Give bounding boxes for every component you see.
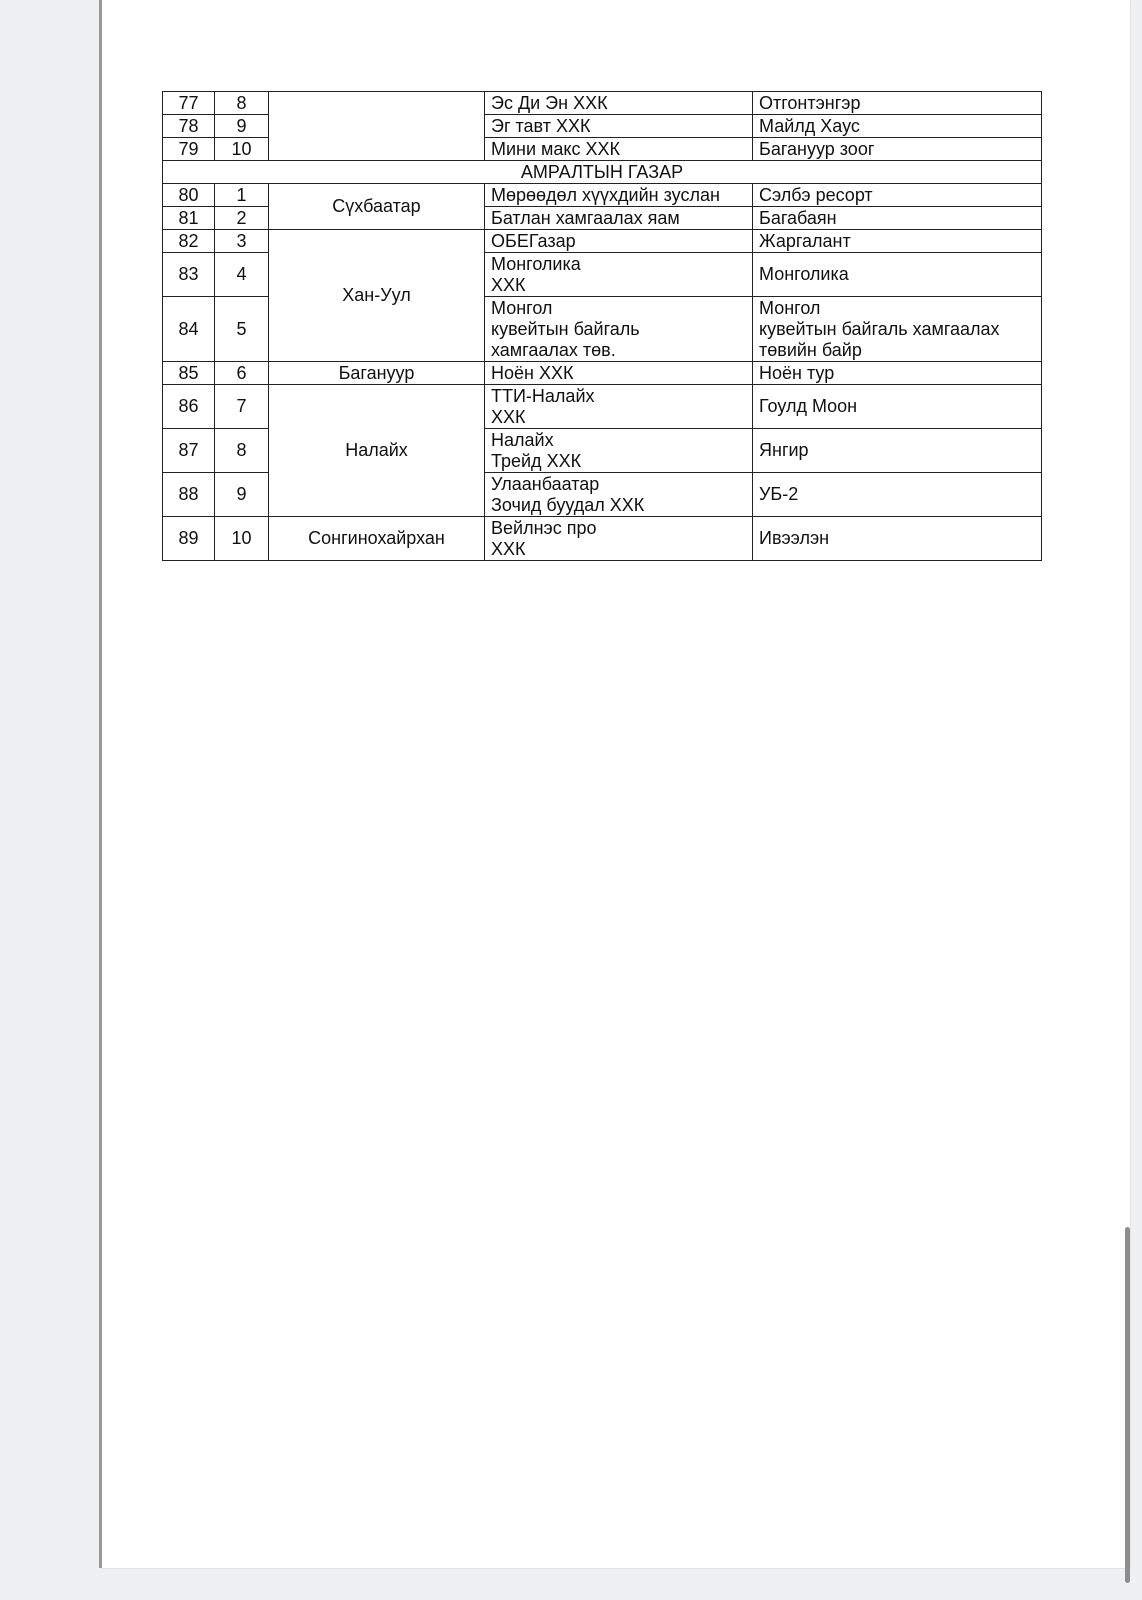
venue-cell: Багабаян [753,207,1042,230]
organization-line: ХХК [491,274,526,295]
venue-cell: Ноён тур [753,362,1042,385]
venue-line: кувейтын байгаль хамгаалах [759,318,1000,339]
district-cell-empty [269,92,485,161]
sub-number: 10 [215,138,269,161]
sub-number: 8 [215,429,269,473]
row-number: 78 [163,115,215,138]
venue-cell: Ивээлэн [753,517,1042,561]
venue-cell: Гоулд Моон [753,385,1042,429]
organization-line: Монголика [491,253,581,274]
row-number: 87 [163,429,215,473]
organization-line: ХХК [491,406,526,427]
sub-number: 8 [215,92,269,115]
sub-number: 1 [215,184,269,207]
organization-line: Трейд ХХК [491,450,582,471]
section-title: АМРАЛТЫН ГАЗАР [163,161,1042,184]
row-number: 84 [163,297,215,362]
organization-line: хамгаалах төв. [491,339,616,360]
table-row [163,92,1042,115]
venue-cell: Сэлбэ ресорт [753,184,1042,207]
organization-cell [485,517,753,561]
row-number: 81 [163,207,215,230]
organization-line: ТТИ-Налайх [491,385,595,406]
table-row [163,517,1042,561]
row-number: 89 [163,517,215,561]
table-row [163,362,1042,385]
sub-number: 6 [215,362,269,385]
table-row [163,230,1042,253]
district-cell: Сүхбаатар [269,184,485,230]
organization-cell [485,385,753,429]
organization-cell [485,429,753,473]
organization-cell: Эг тавт ХХК [485,115,753,138]
organization-line: Монгол [491,297,553,318]
sub-number: 9 [215,115,269,138]
row-number: 86 [163,385,215,429]
sub-number: 10 [215,517,269,561]
organization-line: Налайх [491,429,554,450]
organization-cell: Батлан хамгаалах яам [485,207,753,230]
venue-line: төвийн байр [759,339,862,360]
sub-number: 7 [215,385,269,429]
sub-number: 5 [215,297,269,362]
organization-cell: Эс Ди Эн ХХК [485,92,753,115]
organization-cell: Мини макс ХХК [485,138,753,161]
table-row [163,184,1042,207]
district-cell: Налайх [269,385,485,517]
venue-cell: Жаргалант [753,230,1042,253]
organization-line: Вейлнэс про [491,517,597,538]
venue-cell: УБ-2 [753,473,1042,517]
row-number: 82 [163,230,215,253]
venue-register-table [162,91,1042,561]
district-cell: Хан-Уул [269,230,485,362]
section-header-row [163,161,1042,184]
district-cell: Сонгинохайрхан [269,517,485,561]
sub-number: 4 [215,253,269,297]
sub-number: 3 [215,230,269,253]
venue-cell: Отгонтэнгэр [753,92,1042,115]
row-number: 85 [163,362,215,385]
organization-cell: Мөрөөдөл хүүхдийн зуслан [485,184,753,207]
organization-cell [485,253,753,297]
venue-cell [753,297,1042,362]
page-edge-divider [99,0,102,1568]
organization-line: Зочид буудал ХХК [491,494,645,515]
organization-line: кувейтын байгаль [491,318,640,339]
venue-cell: Багануур зоог [753,138,1042,161]
sub-number: 9 [215,473,269,517]
row-number: 79 [163,138,215,161]
row-number: 88 [163,473,215,517]
organization-cell: ОБЕГазар [485,230,753,253]
row-number: 80 [163,184,215,207]
district-cell: Багануур [269,362,485,385]
organization-cell [485,473,753,517]
venue-cell: Монголика [753,253,1042,297]
row-number: 77 [163,92,215,115]
sub-number: 2 [215,207,269,230]
venue-line: Монгол [759,297,821,318]
row-number: 83 [163,253,215,297]
organization-line: ХХК [491,538,526,559]
vertical-scrollbar-thumb[interactable] [1125,1227,1130,1583]
venue-cell: Майлд Хаус [753,115,1042,138]
organization-line: Улаанбаатар [491,473,600,494]
table-row [163,385,1042,429]
organization-cell [485,297,753,362]
venue-cell: Янгир [753,429,1042,473]
organization-cell: Ноён ХХК [485,362,753,385]
